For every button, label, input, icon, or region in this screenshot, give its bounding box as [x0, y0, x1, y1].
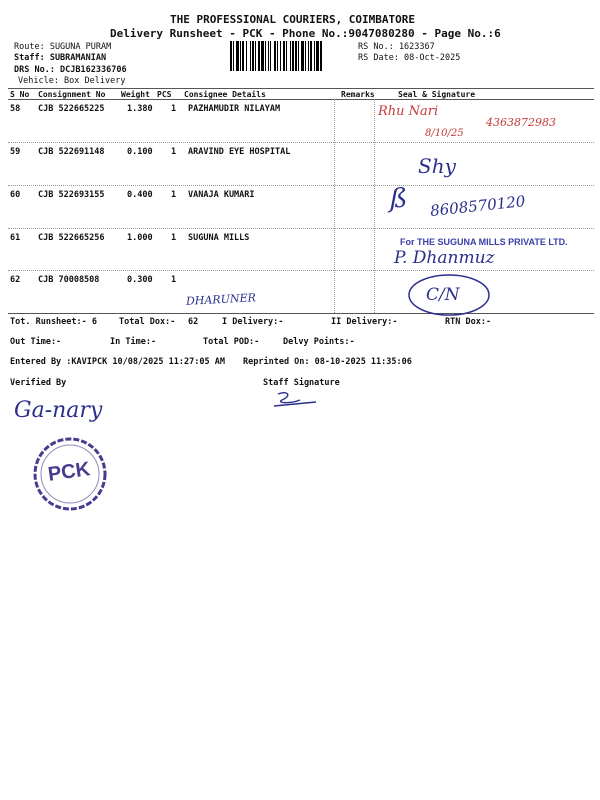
out-time: Out Time:- [10, 337, 62, 347]
row-weight: 1.380 [127, 104, 153, 114]
row61-company-stamp: For THE SUGUNA MILLS PRIVATE LTD. [400, 237, 568, 247]
col-consignment: Consignment No [38, 90, 106, 99]
table-header-line [8, 99, 594, 100]
col-pcs: PCS [157, 90, 172, 99]
total-pod: Total POD:- [203, 337, 260, 347]
row-pcs: 1 [171, 104, 177, 114]
row-pcs: 1 [171, 275, 177, 285]
row-divider [8, 228, 594, 229]
row58-date: 8/10/25 [425, 128, 464, 139]
row-consignment: CJB 522665225 [38, 104, 105, 114]
company-title: THE PROFESSIONAL COURIERS, COIMBATORE [170, 13, 416, 26]
total-dox-label: Total Dox:- [119, 317, 176, 327]
row-consignment: CJB 522691148 [38, 147, 105, 157]
row62-receiver-name: DHARUNER [185, 291, 257, 308]
row-pcs: 1 [171, 233, 177, 243]
col-divider [374, 99, 375, 313]
rs-no: RS No.: 1623367 [358, 42, 435, 52]
row-sno: 62 [10, 275, 21, 285]
in-time: In Time:- [110, 337, 157, 347]
row-consignee: VANAJA KUMARI [188, 190, 255, 200]
row-sno: 59 [10, 147, 21, 157]
row-divider [8, 185, 594, 186]
row58-phone: 4363872983 [486, 116, 556, 129]
vehicle: Vehicle: Box Delivery [18, 76, 126, 86]
row61-signature: P. Dhanmuz [394, 248, 495, 268]
col-divider [334, 99, 335, 313]
pck-stamp-text: PCK [46, 458, 92, 486]
rtn-dox: RTN Dox:- [445, 317, 492, 327]
row-weight: 1.000 [127, 233, 153, 243]
row-consignment: CJB 70008508 [38, 275, 100, 285]
row-pcs: 1 [171, 147, 177, 157]
row-consignee: ARAVIND EYE HOSPITAL [188, 147, 291, 157]
tot-runsheet: Tot. Runsheet:- 6 [10, 317, 97, 327]
row-divider [8, 142, 594, 143]
row-divider [8, 270, 594, 271]
table-bottom-line [8, 313, 594, 314]
i-delivery: I Delivery:- [222, 317, 284, 327]
row62-signature: C/N [426, 285, 460, 305]
route: Route: SUGUNA PURAM [14, 42, 112, 52]
row-consignment: CJB 522693155 [38, 190, 105, 200]
verified-by-label: Verified By [10, 378, 67, 388]
row-sno: 61 [10, 233, 21, 243]
col-sno: S No [10, 90, 30, 99]
row-weight: 0.300 [127, 275, 153, 285]
row-pcs: 1 [171, 190, 177, 200]
col-consignee: Consignee Details [184, 90, 266, 99]
row-consignment: CJB 522665256 [38, 233, 105, 243]
row-weight: 0.100 [127, 147, 153, 157]
row60-signature-mark: ß [390, 184, 408, 214]
col-seal: Seal & Signature [398, 90, 476, 99]
ii-delivery: II Delivery:- [331, 317, 398, 327]
row-weight: 0.400 [127, 190, 153, 200]
row-consignee: SUGUNA MILLS [188, 233, 250, 243]
col-remarks: Remarks [341, 90, 375, 99]
entered-by: Entered By :KAVIPCK 10/08/2025 11:27:05 AM [10, 357, 225, 367]
row-consignee: PAZHAMUDIR NILAYAM [188, 104, 281, 114]
row-sno: 58 [10, 104, 21, 114]
col-weight: Weight [121, 90, 150, 99]
runsheet-subtitle: Delivery Runsheet - PCK - Phone No.:9047080280 - Page No.:6 [110, 27, 501, 40]
staff-signature-mark [270, 388, 320, 410]
delvy-points: Delvy Points:- [283, 337, 355, 347]
barcode [230, 41, 355, 71]
reprinted-on: Reprinted On: 08-10-2025 11:35:06 [243, 357, 412, 367]
rs-date: RS Date: 08-Oct-2025 [358, 53, 461, 63]
row59-signature: Shy [418, 154, 456, 178]
row60-phone: 8608570120 [429, 192, 527, 220]
drs-no: DRS No.: DCJB162336706 [14, 65, 127, 75]
row-sno: 60 [10, 190, 21, 200]
row58-signature: Rhu Nari [378, 104, 439, 119]
verified-signature: Ga-nary [14, 398, 103, 423]
staff: Staff: SUBRAMANIAN [14, 53, 107, 63]
table-top-line [8, 88, 594, 89]
total-dox-value: 62 [188, 317, 199, 327]
staff-signature-label: Staff Signature [263, 378, 340, 388]
